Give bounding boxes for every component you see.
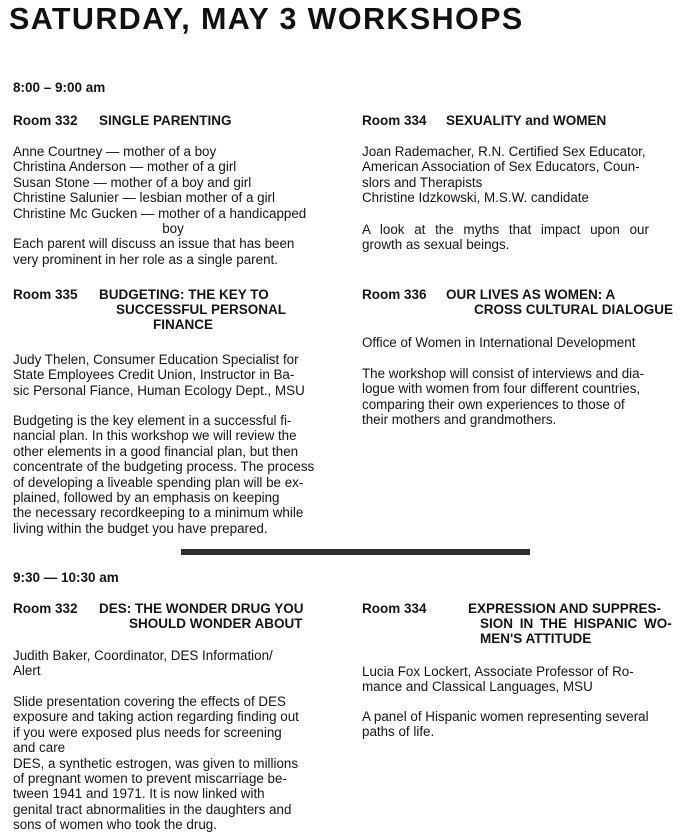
text-line: American Association of Sex Educators, Coun- bbox=[362, 159, 640, 175]
workshop-name-line: SUCCESSFUL PERSONAL bbox=[116, 302, 287, 317]
workshop-description-room336-our-lives bbox=[362, 366, 644, 428]
session-time-1: 8:00 – 9:00 am bbox=[13, 80, 106, 95]
workshop-name: SEXUALITY and WOMEN bbox=[446, 113, 607, 128]
text-line: their mothers and grandmothers. bbox=[362, 412, 557, 428]
workshop-heading-room335-budgeting bbox=[13, 287, 343, 335]
page-title: SATURDAY, MAY 3 WORKSHOPS bbox=[9, 2, 524, 36]
text-line: slors and Therapists bbox=[362, 174, 483, 190]
workshop-presenter-room336-our-lives bbox=[362, 335, 635, 350]
text-line: sons of women who took the drug. bbox=[13, 817, 217, 833]
text-line: very prominent in her role as a single parent. bbox=[13, 251, 278, 267]
text-line: and care bbox=[13, 740, 66, 756]
workshop-name-line: OUR LIVES AS WOMEN: A bbox=[446, 287, 616, 302]
workshop-name-line: FINANCE bbox=[153, 317, 213, 332]
workshop-name-line: EXPRESSION AND SUPPRES- bbox=[468, 601, 662, 616]
workshop-name: SINGLE PARENTING bbox=[99, 113, 232, 128]
room-number: Room 332 bbox=[13, 601, 78, 616]
text-line: genital tract abnormalities in the daughters and bbox=[13, 801, 292, 817]
session-time-2: 9:30 — 10:30 am bbox=[13, 570, 119, 585]
workshop-presenter-room335-budgeting bbox=[13, 352, 305, 398]
text-line: Budgeting is the key element in a successful fi- bbox=[13, 413, 292, 428]
workshop-description-room334-sexuality bbox=[362, 222, 649, 253]
text-line: nancial plan. In this workshop we will review the bbox=[13, 428, 297, 444]
text-line: sic Personal Fiance, Human Ecology Dept., MSU bbox=[13, 382, 305, 398]
text-line: A look at the myths that impact upon our bbox=[362, 222, 649, 237]
room-number: Room 335 bbox=[13, 287, 78, 302]
text-line: other elements in a good financial plan, but then bbox=[13, 443, 299, 459]
workshop-description-room335-budgeting bbox=[13, 413, 314, 536]
workshop-name-line: DES: THE WONDER DRUG YOU bbox=[99, 601, 304, 616]
text-line: Office of Women in International Development bbox=[362, 335, 636, 350]
workshop-heading-room332-des bbox=[13, 601, 343, 633]
workshop-name-line: BUDGETING: THE KEY TO bbox=[99, 287, 269, 302]
text-line: living within the budget you have prepared. bbox=[13, 520, 268, 536]
text-line: comparing their own experiences to those of bbox=[362, 396, 625, 412]
text-line: Judy Thelen, Consumer Education Specialist for bbox=[13, 352, 299, 367]
workshop-description-room334-expression bbox=[362, 709, 649, 740]
text-line: DES, a synthetic estrogen, was given to millions bbox=[13, 755, 299, 771]
text-line: Susan Stone — mother of a boy and girl bbox=[13, 174, 252, 190]
text-line: tween 1941 and 1971. It is now linked with bbox=[13, 786, 265, 802]
workshop-heading-room334-sexuality bbox=[362, 113, 692, 129]
room-number: Room 334 bbox=[362, 601, 427, 616]
room-number: Room 332 bbox=[13, 113, 78, 128]
text-line: growth as sexual beings. bbox=[362, 237, 510, 253]
workshop-presenter-room334-expression bbox=[362, 664, 634, 695]
text-line: paths of life. bbox=[362, 724, 435, 740]
workshop-name-line: MEN'S ATTITUDE bbox=[480, 631, 592, 646]
room-number: Room 334 bbox=[362, 113, 427, 128]
text-line: Christine Idzkowski, M.S.W. candidate bbox=[362, 190, 589, 206]
text-line: Anne Courtney — mother of a boy bbox=[13, 144, 217, 159]
text-line: A panel of Hispanic women representing several bbox=[362, 709, 649, 724]
workshop-name-line: SHOULD WONDER ABOUT bbox=[129, 616, 303, 631]
text-line: mance and Classical Languages, MSU bbox=[362, 679, 593, 695]
workshop-description-room332-des bbox=[13, 694, 299, 833]
text-line: Joan Rademacher, R.N. Certified Sex Educator, bbox=[362, 144, 646, 159]
text-line: Judith Baker, Coordinator, DES Information/ bbox=[13, 648, 273, 663]
workshop-name-line: SION IN THE HISPANIC WO- bbox=[480, 616, 672, 631]
text-line: the necessary recordkeeping to a minimum while bbox=[13, 505, 304, 521]
workshop-heading-room332-single-parenting bbox=[13, 113, 343, 129]
workshop-heading-room334-expression bbox=[362, 601, 692, 649]
text-line: boy bbox=[162, 220, 184, 236]
text-line: of developing a liveable spending plan will be ex- bbox=[13, 474, 304, 490]
text-line: Lucia Fox Lockert, Associate Professor of Ro- bbox=[362, 664, 634, 679]
workshop-presenters-room334-sexuality bbox=[362, 144, 646, 206]
text-line: if you were exposed plus needs for screening bbox=[13, 724, 282, 740]
text-line: exposure and taking action regarding finding out bbox=[13, 709, 299, 725]
workshop-presenter-room332-des bbox=[13, 648, 273, 679]
workshop-name-line: CROSS CULTURAL DIALOGUE bbox=[474, 302, 673, 317]
text-line: Each parent will discuss an issue that has been bbox=[13, 236, 295, 252]
text-line: plained, followed by an emphasis on keeping bbox=[13, 489, 280, 505]
text-line: The workshop will consist of interviews and dia- bbox=[362, 366, 645, 381]
text-line: logue with women from four different countries, bbox=[362, 381, 641, 397]
section-divider bbox=[181, 549, 530, 555]
text-line: Alert bbox=[13, 663, 41, 679]
text-line: concentrate of the budgeting process. The process bbox=[13, 459, 315, 475]
text-line: of pregnant women to prevent miscarriage be- bbox=[13, 770, 287, 786]
text-line: Christina Anderson — mother of a girl bbox=[13, 159, 237, 175]
workshop-heading-room336-our-lives bbox=[362, 287, 692, 319]
text-line: Christine Salunier — lesbian mother of a girl bbox=[13, 190, 275, 206]
text-line: Slide presentation covering the effects of DES bbox=[13, 694, 286, 709]
text-line: State Employees Credit Union, Instructor in Ba- bbox=[13, 367, 295, 383]
room-number: Room 336 bbox=[362, 287, 427, 302]
text-line: Christine Mc Gucken — mother of a handicapped bbox=[13, 205, 307, 221]
workshop-presenters-room332-single-parenting bbox=[13, 144, 333, 267]
